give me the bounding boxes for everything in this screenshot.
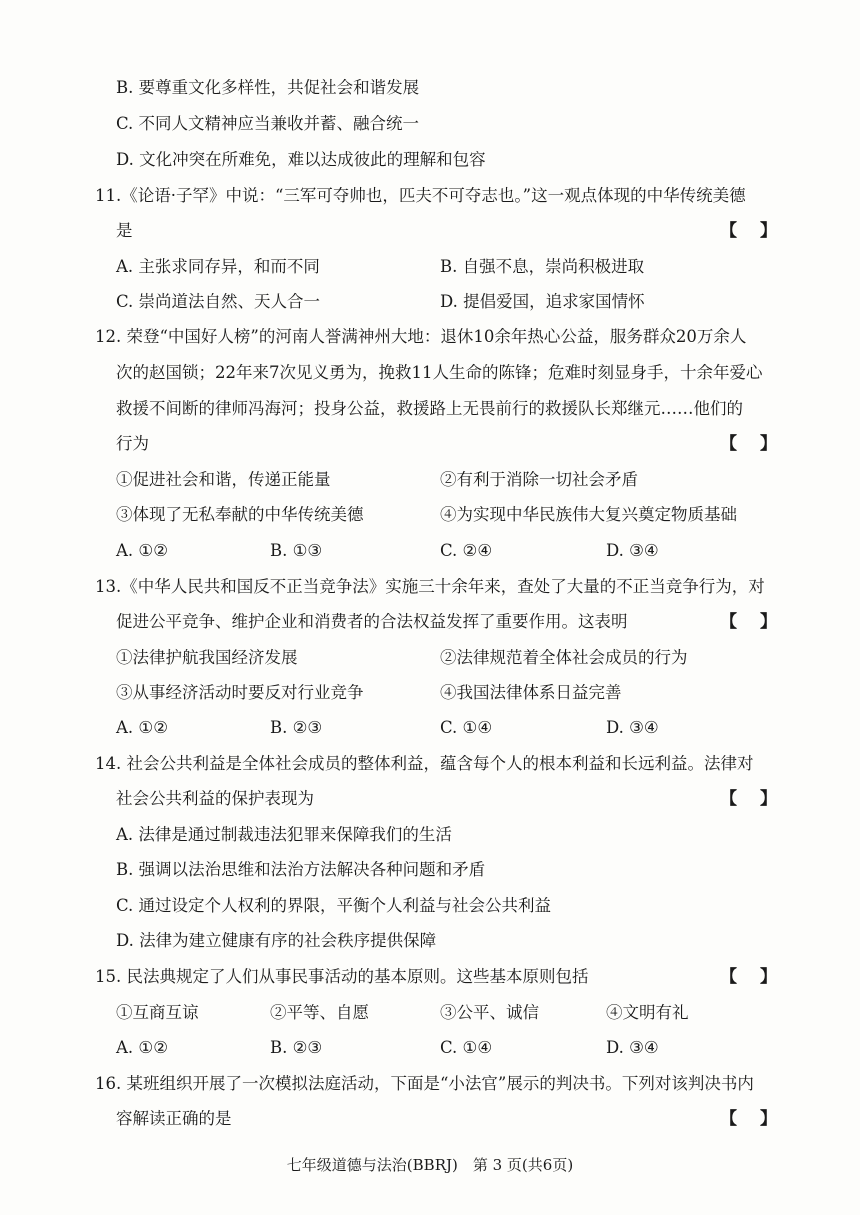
answer-bracket bbox=[720, 429, 778, 459]
answer-bracket bbox=[720, 784, 778, 814]
q14-stem-line1: 14. 社会公共利益是全体社会成员的整体利益，蕴含每个人的根本利益和长远利益。法律对 bbox=[95, 754, 754, 773]
q10-option-b: B. 要尊重文化多样性，共促社会和谐发展 bbox=[116, 78, 420, 97]
q11-stem-line1: 11.《论语·子罕》中说：“三军可夺帅也，匹夫不可夺志也。”这一观点体现的中华传统美德 bbox=[95, 186, 746, 205]
q11-options-row1: A. 主张求同存异，和而不同 B. 自强不息，崇尚积极进取 bbox=[116, 257, 645, 276]
q15-statements: ①互商互谅 ②平等、自愿 ③公平、诚信 ④文明有礼 bbox=[116, 1003, 689, 1022]
q12-statements-row2: ③体现了无私奉献的中华传统美德 ④为实现中华民族伟大复兴奠定物质基础 bbox=[116, 505, 737, 524]
q13-stem-line2: 促进公平竞争、维护企业和消费者的合法权益发挥了重要作用。这表明 【 】 bbox=[0, 607, 860, 637]
q12-stem-line3: 救援不间断的律师冯海河；投身公益，救援路上无畏前行的救援队长郑继元……他们的 bbox=[116, 399, 743, 418]
q14-option-c: C. 通过设定个人权利的界限，平衡个人利益与社会公共利益 bbox=[116, 896, 552, 915]
q12-stem-line1: 12. 荣登“中国好人榜”的河南人誉满神州大地：退休10余年热心公益，服务群众20万余人 bbox=[95, 327, 747, 346]
answer-bracket bbox=[720, 1104, 778, 1134]
q12-choices: A. ①② B. ①③ C. ②④ D. ③④ bbox=[116, 541, 659, 560]
q16-stem-line2: 容解读正确的是 【 】 bbox=[0, 1104, 860, 1134]
q13-stem-line1: 13.《中华人民共和国反不正当竞争法》实施三十余年来，查处了大量的不正当竞争行为，对 bbox=[95, 577, 765, 596]
q10-option-c: C. 不同人文精神应当兼收并蓄、融合统一 bbox=[116, 114, 420, 133]
q12-stem-line4: 行为 【 】 bbox=[0, 429, 860, 459]
q12-stem-line2: 次的赵国锁；22年来7次见义勇为，挽救11人生命的陈锋；危难时刻显身手，十余年爱心 bbox=[116, 363, 763, 382]
q15-stem: 15. 民法典规定了人们从事民事活动的基本原则。这些基本原则包括 【 】 bbox=[0, 962, 860, 992]
page-footer: 七年级道德与法治(BBRJ) 第 3 页(共6页) bbox=[286, 1156, 574, 1174]
q10-option-d: D. 文化冲突在所难免，难以达成彼此的理解和包容 bbox=[116, 150, 486, 169]
q11-options-row2: C. 崇尚道法自然、天人合一 D. 提倡爱国，追求家国情怀 bbox=[116, 292, 645, 311]
q11-stem-line2: 是 【 】 bbox=[0, 216, 860, 246]
answer-bracket bbox=[720, 607, 778, 637]
q16-stem-line1: 16. 某班组织开展了一次模拟法庭活动，下面是“小法官”展示的判决书。下列对该判决书内 bbox=[95, 1074, 754, 1093]
q13-statements-row2: ③从事经济活动时要反对行业竞争 ④我国法律体系日益完善 bbox=[116, 683, 622, 702]
answer-bracket bbox=[720, 216, 778, 246]
q14-option-d: D. 法律为建立健康有序的社会秩序提供保障 bbox=[116, 931, 437, 950]
answer-bracket bbox=[720, 962, 778, 992]
q14-option-a: A. 法律是通过制裁违法犯罪来保障我们的生活 bbox=[116, 825, 452, 844]
q13-choices: A. ①② B. ②③ C. ①④ D. ③④ bbox=[116, 718, 659, 737]
q14-option-b: B. 强调以法治思维和法治方法解决各种问题和矛盾 bbox=[116, 860, 486, 879]
q14-stem-line2: 社会公共利益的保护表现为 【 】 bbox=[0, 784, 860, 814]
q12-statements-row1: ①促进社会和谐，传递正能量 ②有利于消除一切社会矛盾 bbox=[116, 470, 638, 489]
q13-statements-row1: ①法律护航我国经济发展 ②法律规范着全体社会成员的行为 bbox=[116, 648, 688, 667]
q15-choices: A. ①② B. ②③ C. ①④ D. ③④ bbox=[116, 1038, 659, 1057]
